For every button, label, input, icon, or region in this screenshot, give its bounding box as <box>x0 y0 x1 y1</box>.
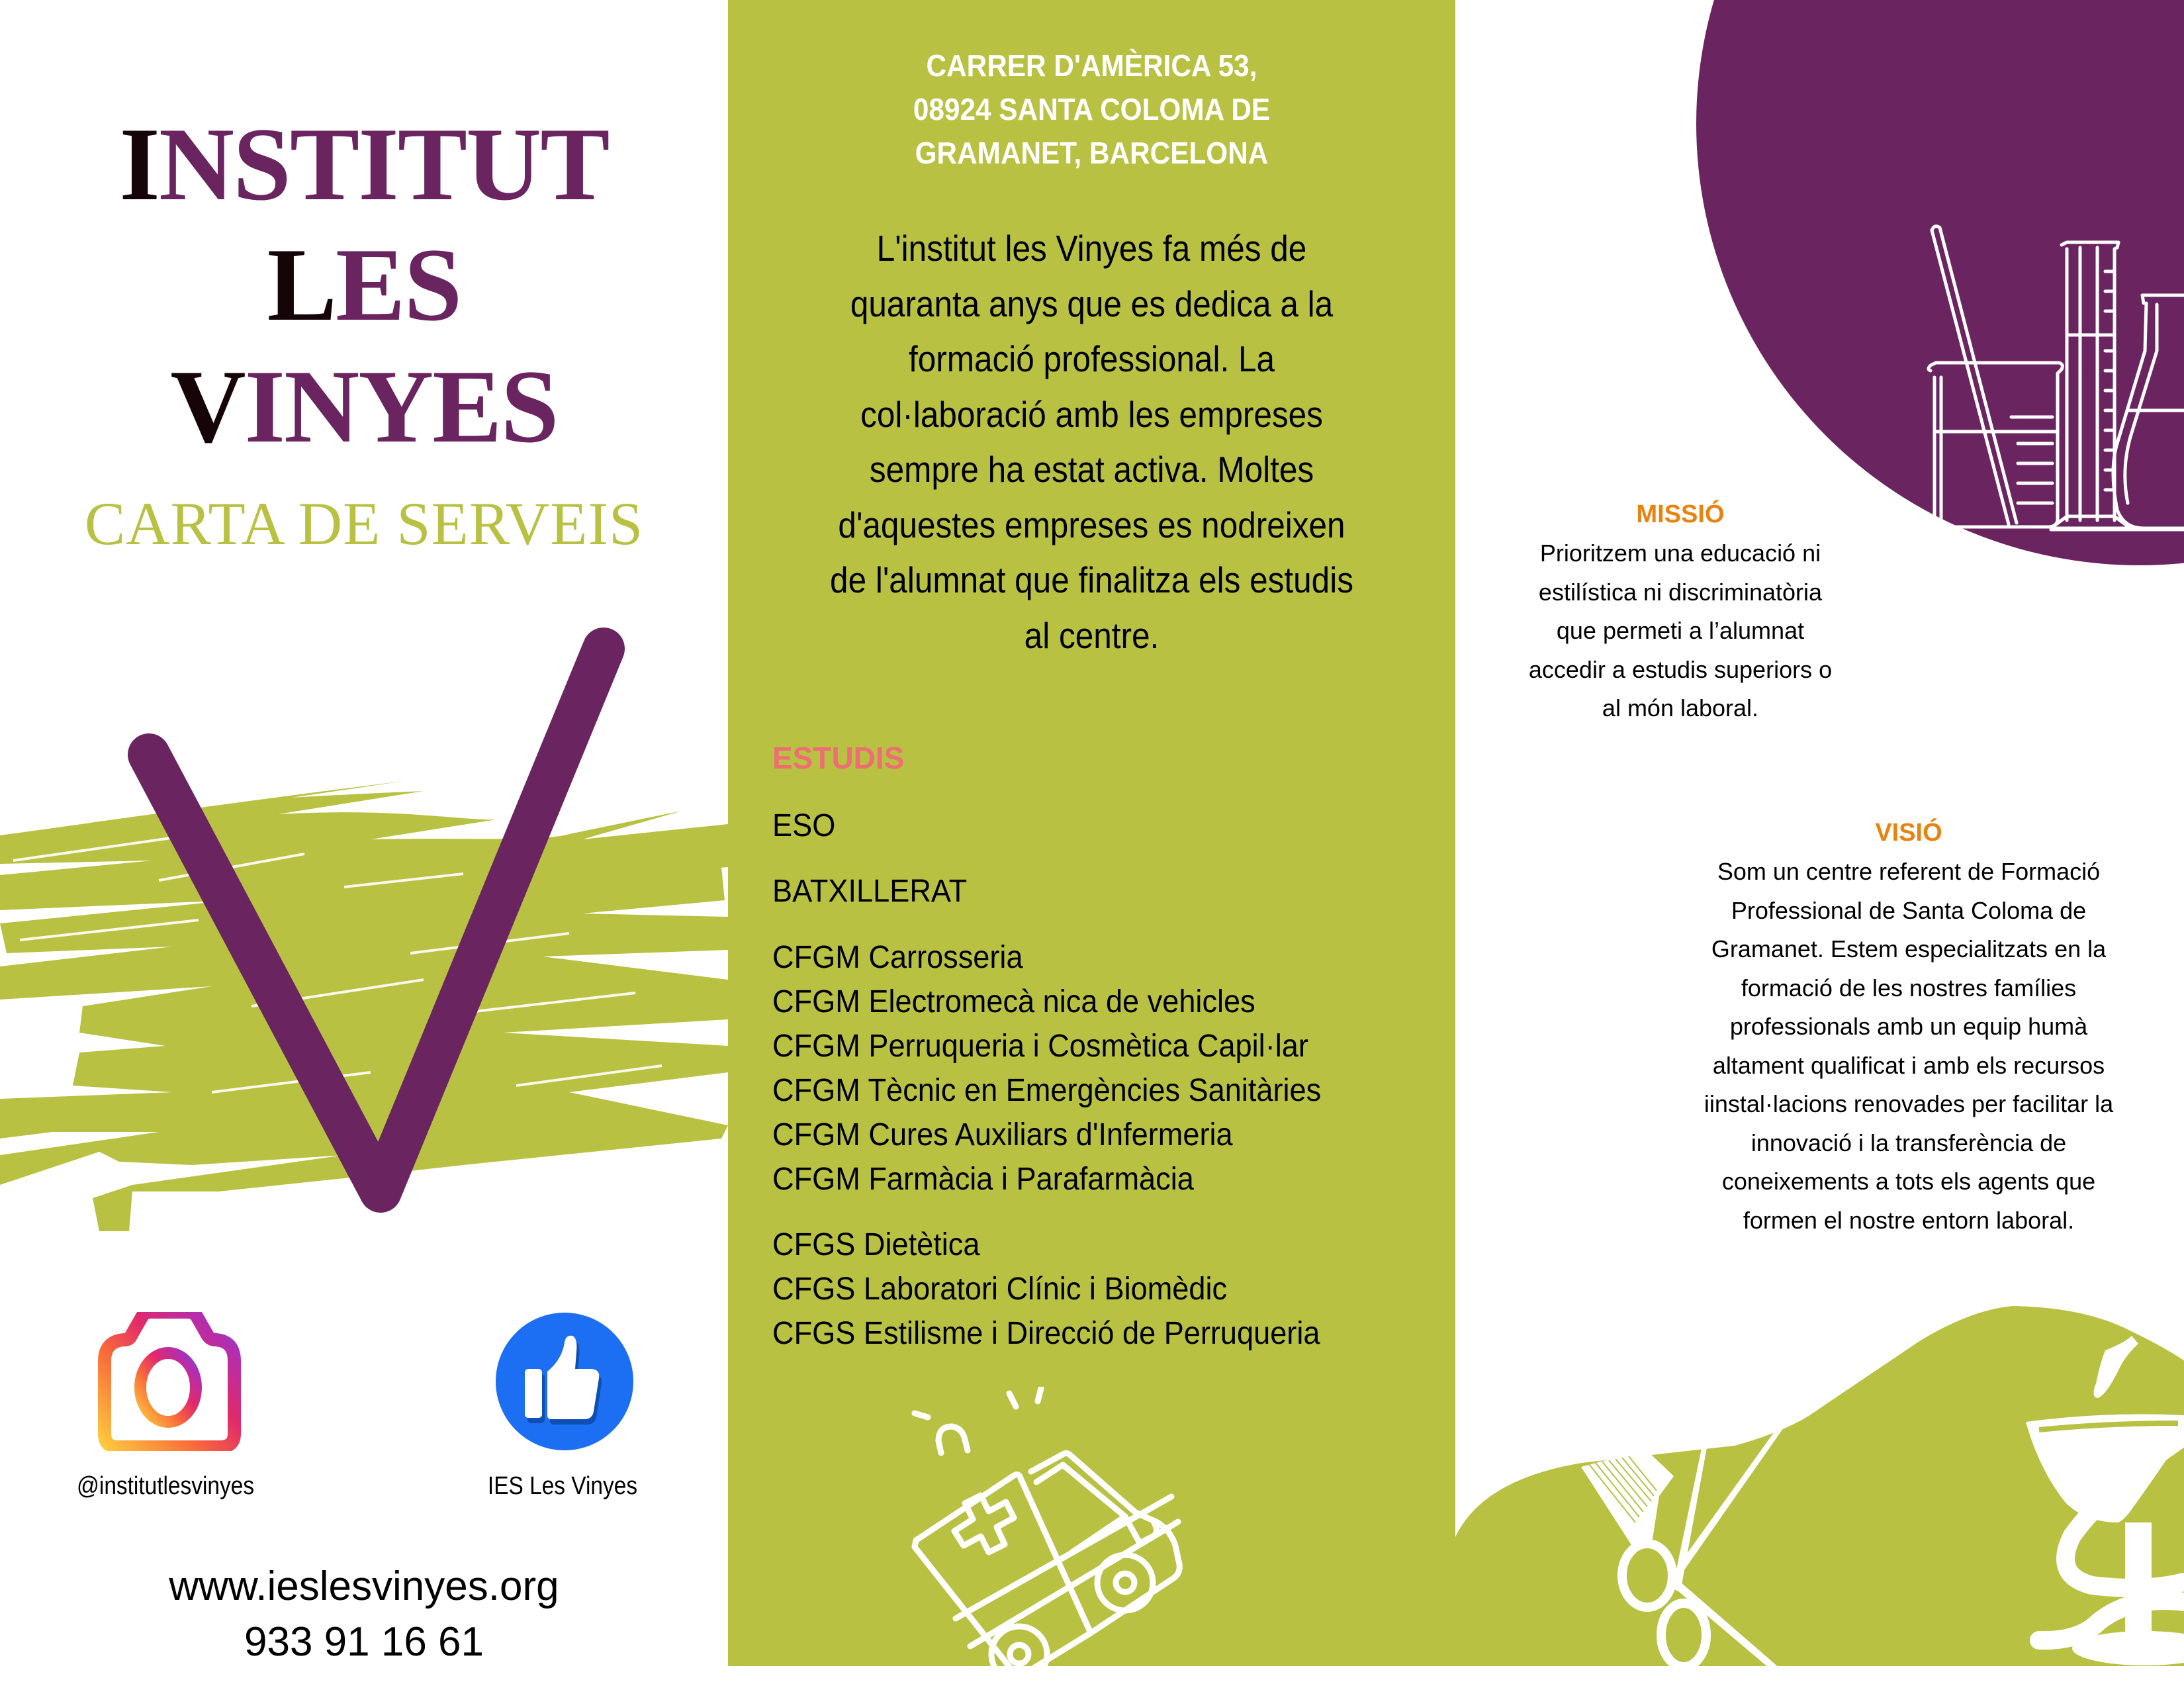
mission-line: accedir a estudis superiors o <box>1528 655 1833 683</box>
title-line-vinyes <box>0 349 728 465</box>
intro-line: quaranta anys que es dedica a la <box>850 283 1334 324</box>
study-item: CFGM Tècnic en Emergències Sanitàries <box>772 1073 1322 1108</box>
phone-number[interactable]: 933 91 16 61 <box>244 1619 484 1665</box>
study-item: CFGS Estilisme i Direcció de Perruqueria <box>772 1316 1320 1351</box>
pharmacy-bowl-snake-icon <box>2026 1324 2184 1666</box>
study-item: CFGS Laboratori Clínic i Biomèdic <box>772 1272 1228 1307</box>
address-line: CARRER D'AMÈRICA 53, <box>926 48 1257 83</box>
vision-line: Gramanet. Estem especialitzats en la <box>1711 935 2107 962</box>
address-block <box>728 44 1455 175</box>
title-rest: NSTITUT <box>158 107 609 222</box>
intro-line: formació professional. La <box>908 338 1275 379</box>
study-item: CFGS Dietètica <box>772 1227 980 1262</box>
study-item: ESO <box>772 808 836 843</box>
left-panel <box>0 0 728 1682</box>
address-line: 08924 SANTA COLOMA DE <box>913 92 1271 126</box>
intro-line: de l'alumnat que finalitza els estudis <box>830 559 1353 600</box>
study-item: CFGM Perruqueria i Cosmètica Capil·lar <box>772 1029 1308 1064</box>
mission-line: estilística ni discriminatòria <box>1538 578 1823 606</box>
right-panel <box>1455 0 2184 1682</box>
study-item: CFGM Farmàcia i Parafarmàcia <box>772 1162 1194 1197</box>
v-brush-logo-icon <box>0 596 728 1258</box>
lab-glassware-icon <box>1919 218 2184 536</box>
vision-heading: VISIÓ <box>1875 819 1942 847</box>
study-item: BATXILLERAT <box>772 874 968 909</box>
vision-line: Professional de Santa Coloma de <box>1731 896 2087 924</box>
instagram-handle[interactable]: @institutlesvinyes <box>76 1472 255 1500</box>
mission-line: que permeti a l’alumnat <box>1556 617 1805 644</box>
title-line-les <box>0 227 728 343</box>
subtitle: CARTA DE SERVEIS <box>84 490 644 557</box>
intro-line: col·laboració amb les empreses <box>860 393 1323 435</box>
study-item: CFGM Cures Auxiliars d'Infermeria <box>772 1117 1233 1152</box>
vision-line: formen el nostre entorn laboral. <box>1743 1206 2075 1234</box>
vision-line: altament qualificat i amb els recursos <box>1712 1051 2105 1079</box>
mission-line: Prioritzem una educació ni <box>1539 539 1821 567</box>
studies-heading: ESTUDIS <box>772 741 905 775</box>
vision-text <box>1657 853 2160 1240</box>
vision-line: coneixements a tots els agents que <box>1721 1168 2096 1195</box>
study-item: CFGM Electromecà nica de vehicles <box>772 984 1255 1019</box>
vision-line: professionals amb un equip humà <box>1729 1013 2088 1040</box>
ambulance-icon <box>907 1387 1291 1666</box>
study-item: CFGM Carrosseria <box>772 940 1023 975</box>
intro-line: L'institut les Vinyes fa més de <box>876 228 1307 269</box>
intro-line: al centre. <box>1024 614 1160 656</box>
intro-line: d'aquestes empreses es nodreixen <box>838 504 1345 545</box>
vision-line: iinstal·lacions renovades per facilitar la <box>1704 1090 2114 1117</box>
instagram-icon[interactable] <box>97 1312 242 1451</box>
mission-heading: MISSIÓ <box>1636 500 1725 528</box>
vision-line: formació de les nostres famílies <box>1741 974 2077 1002</box>
title-rest: INYES <box>244 349 558 465</box>
title-line-institut <box>0 107 728 222</box>
intro-line: sempre ha estat activa. Moltes <box>869 449 1314 490</box>
title-initial: I <box>119 107 159 222</box>
website-link[interactable]: www.ieslesvinyes.org <box>169 1564 559 1609</box>
facebook-like-icon[interactable] <box>494 1312 635 1451</box>
title-rest: ES <box>336 227 461 343</box>
address-line: GRAMANET, BARCELONA <box>915 136 1269 170</box>
facebook-page-name[interactable]: IES Les Vinyes <box>487 1472 638 1500</box>
mission-line: al món laboral. <box>1602 694 1759 722</box>
vision-line: innovació i la transferència de <box>1751 1129 2067 1156</box>
title-initial: L <box>267 227 336 343</box>
scissors-comb-icon <box>1581 1423 1806 1666</box>
vision-line: Som un centre referent de Formació <box>1717 858 2101 885</box>
intro-paragraph <box>728 221 1455 663</box>
title-initial: V <box>170 349 245 465</box>
mission-text <box>1482 534 1879 728</box>
